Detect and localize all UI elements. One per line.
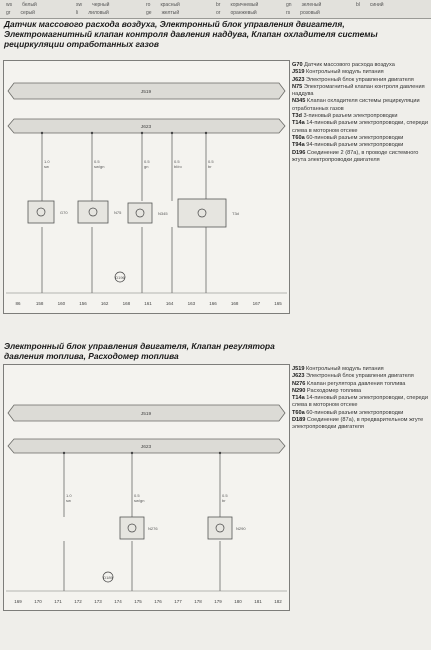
track-number: 170	[34, 599, 42, 604]
legend-code: ws	[6, 2, 13, 8]
track-number: 166	[209, 301, 217, 306]
track-number: 176	[154, 599, 162, 604]
desc-text: 94-пиновый разъем электропроводки	[304, 142, 404, 149]
wire-color: sw/gn	[94, 164, 105, 169]
wire-node	[63, 452, 65, 454]
component-label: N290	[236, 526, 246, 531]
legend-cell	[216, 10, 257, 16]
wire-node	[41, 132, 43, 134]
desc-code: T60a	[292, 134, 305, 141]
legend-code: ge	[146, 10, 152, 16]
track-number: 163	[187, 301, 196, 306]
wire-node	[91, 132, 93, 134]
track-number: 177	[174, 599, 182, 604]
desc-code: J519	[292, 366, 305, 372]
track-number: 180	[234, 599, 242, 604]
title-line: Датчик массового расхода воздуха, Электронный блок управления двигателя,	[4, 19, 345, 29]
desc-text: 60-пиновый разъем электропроводки	[304, 409, 404, 416]
desc-code: T14a	[292, 395, 305, 402]
legend-code: rs	[286, 10, 291, 16]
track-number: 175	[134, 599, 142, 604]
desc-code: G70	[292, 62, 303, 68]
comp-t3d	[178, 199, 239, 227]
section1-title	[4, 19, 427, 49]
legend-code: li	[76, 10, 79, 16]
wire-color: gn	[144, 164, 149, 169]
desc-code: D189	[292, 417, 306, 424]
track-number: 178	[194, 599, 202, 604]
wire-color: sw	[44, 164, 49, 169]
component-label: G70	[60, 210, 68, 215]
title-line: Электронный блок управления двигателя, Клапан регулятора	[4, 341, 275, 351]
track-number: 165	[274, 301, 282, 306]
track-number: 167	[252, 301, 261, 306]
desc-item	[292, 395, 428, 410]
wire-node	[205, 132, 207, 134]
desc-text: 60-пиновый разъем электропроводки	[304, 134, 404, 141]
section1-descriptions	[292, 62, 428, 164]
legend-name: черный	[92, 2, 110, 8]
bus-bar-label: J519	[140, 89, 152, 95]
track-number: 181	[254, 599, 262, 604]
wire-node	[219, 452, 221, 454]
legend-code: or	[216, 10, 221, 16]
section2-descriptions	[292, 366, 428, 432]
desc-code: T94a	[292, 142, 305, 149]
track-number: 179	[214, 599, 222, 604]
desc-item	[292, 381, 428, 388]
desc-item	[292, 410, 428, 417]
wire-node	[171, 132, 173, 134]
wire-color: sw	[66, 498, 71, 503]
legend-cell	[286, 10, 320, 16]
section1-diagram	[3, 60, 290, 314]
track-number: 174	[114, 599, 122, 604]
desc-code: T60a	[292, 409, 305, 416]
legend-code: sw	[76, 2, 83, 8]
ground-label: D189	[103, 575, 113, 580]
desc-text: Соединение (87a), в предварительном жгуте электропроводки двигателя	[292, 417, 424, 431]
legend-code: bl	[356, 2, 360, 8]
wire-size: 0.5	[94, 159, 100, 164]
legend-name: синий	[369, 2, 384, 8]
legend-cell	[216, 2, 258, 8]
desc-text: 14-пиновый разъем электропроводки, спереди слева в моторном отсеке	[292, 395, 428, 409]
legend-name: коричневый	[230, 2, 259, 8]
legend-code: gr	[6, 10, 11, 16]
desc-text: Электронный блок управления двигателя	[304, 76, 414, 83]
desc-item	[292, 150, 428, 165]
wire-size: 0.5	[208, 159, 214, 164]
desc-code: N345	[292, 98, 306, 105]
legend-cell	[76, 2, 109, 8]
desc-item	[292, 142, 428, 149]
bus-bar	[8, 405, 285, 421]
track-number: 173	[94, 599, 102, 604]
wire-node	[131, 452, 133, 454]
legend-name: лиловый	[88, 10, 109, 16]
color-legend	[0, 0, 431, 19]
desc-text: Клапан регулятора давления топлива	[305, 380, 406, 387]
legend-cell	[356, 2, 384, 8]
track-number: 168	[230, 301, 239, 306]
title-line: давления топлива, Расходомер топлива	[4, 351, 179, 361]
track-number: 86	[15, 301, 21, 306]
desc-text: Контрольный модуль питания	[304, 69, 384, 76]
wire-node	[141, 132, 143, 134]
section2-diagram-svg	[4, 365, 289, 610]
ground-label: D196	[115, 275, 125, 280]
desc-text: Электронный блок управления двигателя	[304, 373, 414, 380]
wire-size: 0.5	[134, 493, 140, 498]
wire-color: br	[222, 498, 226, 503]
title-line: Электромагнитный клапан контроля давления наддува, Клапан охладителя системы	[4, 29, 378, 39]
legend-name: белый	[22, 2, 37, 8]
legend-cell	[76, 10, 109, 16]
component-label: N276	[148, 526, 158, 531]
desc-text: Расходомер топлива	[305, 387, 362, 394]
wire-color: bl/ro	[174, 164, 182, 169]
legend-name: зеленый	[301, 2, 322, 8]
bus-bar-label: J519	[140, 411, 152, 417]
desc-item	[292, 120, 428, 135]
track-number: 182	[274, 599, 282, 604]
track-number: 162	[100, 301, 109, 306]
legend-code: gn	[286, 2, 292, 8]
legend-cell	[146, 10, 179, 16]
desc-text: Контрольный модуль питания	[304, 366, 384, 372]
legend-name: оранжевый	[230, 10, 257, 16]
wire-size: 1.0	[44, 159, 50, 164]
desc-item	[292, 84, 428, 99]
wire-color: br	[208, 164, 212, 169]
section1-diagram-svg	[4, 61, 289, 313]
desc-item	[292, 417, 428, 432]
desc-code: N75	[292, 83, 303, 90]
track-number: 168	[122, 301, 131, 306]
desc-code: N290	[292, 387, 306, 394]
track-number: 171	[54, 599, 62, 604]
desc-code: J623	[292, 76, 305, 83]
desc-code: T3d	[292, 113, 302, 120]
legend-name: желтый	[161, 10, 180, 16]
title-line: рециркуляции отработанных газов	[4, 39, 159, 49]
track-number: 169	[14, 599, 22, 604]
track-number: 156	[79, 301, 87, 306]
bus-bar	[8, 83, 285, 99]
bus-bar-label: J623	[140, 444, 152, 450]
wire-color: sw/gn	[134, 498, 145, 503]
section2-title	[4, 341, 427, 361]
bus-bar-label: J623	[140, 124, 152, 130]
wire-size: 0.5	[222, 493, 228, 498]
legend-cell	[6, 10, 35, 16]
track-number: 161	[144, 301, 152, 306]
desc-text: Датчик массового расхода воздуха	[302, 62, 395, 68]
legend-cell	[6, 2, 37, 8]
desc-code: D196	[292, 149, 306, 156]
desc-code: J623	[292, 373, 305, 380]
legend-cell	[146, 2, 180, 8]
legend-name: розовый	[300, 10, 320, 16]
desc-item	[292, 77, 428, 84]
desc-item	[292, 69, 428, 76]
component-label: N75	[114, 210, 122, 215]
desc-text: Соединение 2 (87a), в проводе системного жгута электропроводки двигателя	[292, 149, 419, 163]
legend-name: серый	[20, 10, 35, 16]
legend-code: br	[216, 2, 221, 8]
desc-item	[292, 98, 428, 113]
desc-code: J519	[292, 69, 305, 76]
bus-bar	[8, 119, 285, 133]
component-label: N345	[158, 211, 168, 216]
desc-text: 3-пиновый разъем электропроводки	[301, 113, 398, 120]
component-label: T3d	[232, 211, 239, 216]
track-number: 172	[74, 599, 82, 604]
desc-code: T14a	[292, 120, 305, 127]
track-number: 160	[57, 301, 66, 306]
desc-code: N276	[292, 380, 306, 387]
desc-text: 14-пиновый разъем электропроводки, спереди слева в моторном отсеке	[292, 120, 428, 134]
track-number: 158	[35, 301, 44, 306]
comp-n75	[78, 201, 122, 223]
comp-n345	[128, 203, 168, 223]
legend-name: красный	[160, 2, 180, 8]
track-number: 164	[165, 301, 174, 306]
wire-size: 0.5	[144, 159, 150, 164]
desc-item	[292, 373, 428, 380]
comp-n290	[208, 517, 246, 539]
desc-text: Клапан охладителя системы рециркуляции отработанных газов	[292, 98, 420, 112]
comp-n276	[120, 517, 158, 539]
section2-diagram	[3, 364, 290, 611]
bus-bar	[8, 439, 285, 453]
wire-size: 0.5	[174, 159, 180, 164]
legend-code: ro	[146, 2, 151, 8]
wire-size: 1.0	[66, 493, 72, 498]
comp-g70	[28, 201, 68, 223]
legend-cell	[286, 2, 321, 8]
desc-text: Электромагнитный клапан контроля давления наддува	[292, 83, 425, 98]
